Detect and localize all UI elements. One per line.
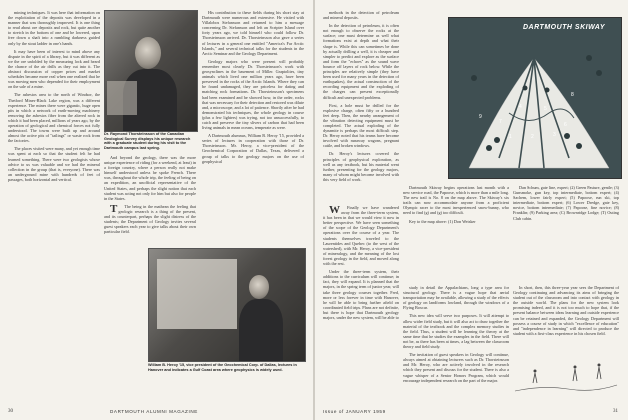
- svg-text:8: 8: [571, 92, 574, 98]
- paragraph: study in detail the Appalachians, long a type area for structural geology. There is a vague hope that aerial transportation may be available, allowing a study of the effects of geology on landforms lowland, through the windows of a Flying Boxcar.: [403, 285, 509, 311]
- paragraph: methods in the detection of petroleum and mineral deposits.: [323, 10, 399, 21]
- paragraph: In short, then, this three-year year sees the Department of Geology continuing and advancing its aims of bringing the student out of the classroom and into contact with geology in the outside world. The plans for the new system look promising indeed, and it is not too much to hope that, if the present balance between ideas learning and outside experience can be retained and expanded, the Geology Department will possess a course of study in which "excellence of education" and "independence in learning" will directed to produce the student with a first-class experience in his chosen field.: [513, 285, 619, 336]
- map-legend: [513, 185, 619, 280]
- paragraph: And beyond the geology, there was the more unique experience of riding (for a weekend, at least) in a foreign country, where a person really not make himself understood unless he spoke French. There was, throughout the whole trip, the feeling of being on an expedition, an unofficial representative of the United States, and perhaps the slight notion that each student was acting not only for him but also for people in the States.: [104, 155, 196, 201]
- page-number: 31: [613, 409, 618, 414]
- page-number: 30: [8, 409, 13, 414]
- left-column-2: [104, 155, 196, 237]
- svg-text:4: 4: [519, 104, 522, 110]
- paragraph: The asbestos area to the north of Windsor, the Thetford Mines-Black Lake region, was a different experience. The mines there were gigantic, huge open pits in which a network of earth-moving machinery removing the asbestos fiber from the altered rock in which it had been placed, millions of years ago, by the operation of geological and chemical forces not fully understood. The towns were built up and around almost the active pits of "tailings" or waste rock from the factories.: [8, 92, 100, 144]
- svg-text:1: 1: [509, 134, 512, 140]
- svg-text:3: 3: [553, 132, 556, 138]
- paragraph: Under the three-term system, their additions to the curriculum will continue; in fact, they will expand. It is planned that the majors, in the spring term of junior year, will take three geology courses together. Fred, more or less forever in time with Hanover, he will be able to bring further afield on coordinated field trips. Plans are not definite, but there is hope that Dartmouth geology majors, under the new system, will be able to: [323, 269, 399, 320]
- svg-text:6: 6: [564, 122, 567, 128]
- paragraph: It may have been of interest to mind above any dispute in the spirit of a library, but it was different as we the ore unfolded by the measuring lock and heard the chance of the air drills as they cut into it. The abstract discussion of copper prices and market schedules became more real when one realized that he was moving men who depended for their employment on the sale of a mine.: [8, 48, 100, 90]
- svg-text:9: 9: [479, 114, 482, 120]
- paragraph: A Dartmouth alumnus, William B. Heroy '15, provided a series of lectures in cooperation with those of Dr. Thorsteinsson. Mr. Heroy, a vice-president of the Geochemical Corporation of Dallas, Texas, delivered a group of talks to the geology majors on the use of geophysical: [202, 133, 304, 164]
- right-column-2: [403, 285, 509, 383]
- right-column-1b: [323, 205, 399, 380]
- photo-caption: William B. Heroy '15, vice president of the Geochemical Corp. of Dallas, lectures in Hanover and indicates a Gulf Coast area where geophysics is widely used.: [148, 363, 297, 372]
- issue-line: Issue of JANUARY 1959: [323, 409, 386, 414]
- right-column-1: [323, 10, 399, 200]
- map-drawing: [449, 18, 621, 178]
- photo-thorsteinsson: [104, 10, 198, 132]
- photo-heroy: [148, 248, 306, 362]
- right-page: [315, 0, 628, 420]
- paragraph: W Finally we have wandered away from the three-term system, it has been in that we would view it now in better perspective. We have seen something of the scope of the Geology Department's operations over the course of a year. The students themselves traveled to the Laurentides and Quebec (to the west of the watershed), with Mr. Heroy, a vice-president of mineralogy, and the meaning of the lost forest geology in the field, and moved along with the rest.: [323, 204, 399, 267]
- magazine-name: DARTMOUTH ALUMNI MAGAZINE: [110, 409, 198, 414]
- paragraph: This new idea will serve two purposes. It will attempt to allow wider field study, but it will also act to draw together the material of the textbook and the complex memory studies in the field. Thus, a student will be learning the theory at the same time that he studies the examples in the field. There will not be, as there has been at times, a lag between the classroom theory and field study.: [403, 313, 509, 350]
- paragraph: In the detection of petroleum, it is often not enough to observe the rocks at the surface; one must determine as well what formations exist at depth and what their shape is. While this can sometimes be done by actually drilling a well, it is cheaper and simpler to predict and explore as the surface and form the "echoes" as the sound wave bounce off layers of rock below. While the principles are relatively simple (they have been used for many years in the detection of earthquakes), the actual construction of the recording equipment and the exploding of the charges can present exceptionally difficult and unexpected problems.: [323, 23, 399, 100]
- map-caption-text: Dartmouth Skiway begins operations last month with a new service road, the Papoose, which is more than a mile long. The new trail is No. 8 on the map above. The Skiway's six trails can now accommodate anyone from a proficient Olympic racer to the most inexperienced snow-bunny, who need to find (g) and (g) too difficult.: [403, 185, 509, 216]
- paragraph: T The being in the mathean the feeling that geologic research is a thing of the present, and its counterpart, perhaps the slight distress of the students; the Department of Geology invites several guest speakers each year to give talks about their own particular field.: [104, 202, 196, 235]
- paragraph: mining techniques. It was here that information on the exploitation of the deposits was developed in a manner that was thoroughly improved. It is one thing to read about ore deposits and rock, but quite another to stretch in the bottom of one and be lowered, upon free down a shaft into a rumbling darkness guided only by the stout ladder in one's hands.: [8, 10, 100, 46]
- left-column-3: [202, 10, 304, 242]
- map-title: DARTMOUTH SKIWAY: [523, 24, 606, 31]
- left-page: [0, 0, 313, 420]
- left-column-1: [8, 10, 100, 185]
- paragraph: The invitation of guest speakers in Geology will continue, always aimed at obtaining lecturers such as Dr. Thorsteinsson and Mr. Heroy, who are actively involved in the research which they present and discuss for the student. There is also a vague whisper of a Senior Honors Program, which would encourage independent research on the part of the major.: [403, 352, 509, 383]
- paragraph: Dr. Heroy's lectures covered the principles of geophysical exploration, as well as any textbook, but his material went further, presenting for the geology majors, many of whom might become involved with this very field of work.: [323, 151, 399, 182]
- svg-text:5: 5: [544, 106, 547, 112]
- map-legend-text: Dan Schum, gate line, expert; (2) Green Pasture, gentle; (3) Gunsmoke, gun key, top intermediate, bottom expert; (4) Sachem, lower fairly expert; (5) Papoose, run ski, top intermediate, bottom expert; (6) Lower Dredge, gate key, novice, bottom intermediate; (7) Papoose, fine novice; (8) Franklin; (9) Parking area; (C) Brownridge Lodge; (T) Outing Club cabin.: [513, 185, 619, 221]
- map-key: Key to the map above: (1) Don Weisker: [409, 218, 476, 224]
- paragraph: Geology majors who were present will probably remember most clearly Dr. Thorsteinsson's work with geosynclines in the basement of Miller. Graptolites, tiny animals which lived one million years ago, have been preserved in the rocks of the Arctic Islands. Where they can be found undamaged, they are priceless for dating and matching rock formations. Dr. Thorsteinsson's specimens had been examined and he showed how, in the order, rocks that was necessary for their detection and restored was dilute and, a microscope, and a lot of patience. Shortly after he had demonstrated his techniques, the whole geology in course (plus a few lighters) was trying, not too unsuccessfully, to catch and preserve the tiny slivers of carbon that had been living animals in mean oceans, temperate as were.: [202, 58, 304, 131]
- photo-caption: Dr. Raymond Thorsteinsson of the Canadian Geological Survey displays his unique research with a graduate student during his visit to the Dartmouth campus last spring.: [104, 132, 191, 150]
- paragraph: His contribution to these fields during his short stay at Dartmouth were numerous and extensive. He visited with Villalobos Stefansson and returned to him a message concerning Dr. Stefansson and left an Scripter Island over forty years ago, we told himself who could follow Dr. Thorsteinsson arrived. Dr. Thorsteinsson also gave a series of lectures in a general one entitled "America's Far Arctic Islands," and several technical talks for the students in the Arctic Seminar and the Geology Department.: [202, 10, 304, 56]
- right-column-3: [513, 285, 619, 355]
- map-caption: [403, 185, 509, 280]
- svg-text:7: 7: [499, 119, 502, 125]
- skiway-map: [448, 17, 622, 179]
- svg-text:2: 2: [531, 134, 534, 140]
- paragraph: The places visited were many, and yet enough time was spent at each so that the student felt he had learned something. There were two geologists whose advice to us was valuable and we had the mineral collection in the group (that is, everyone). There was an underground mine with hundreds of feet of passages, both horizontal and vertical.: [8, 146, 100, 182]
- skier-sketch: [513, 355, 619, 395]
- paragraph: First, a hole must be drilled for the explosive charge, often fifty or a hundred feet deep. Then, the nearby arrangement of the vibration detecting equipment must be completed. The actual exploding of the dynamite is perhaps the most difficult step. Dr. Heroy noted that his teams have become involved with runaway wagons, pregnant cattle, and broken windows.: [323, 102, 399, 149]
